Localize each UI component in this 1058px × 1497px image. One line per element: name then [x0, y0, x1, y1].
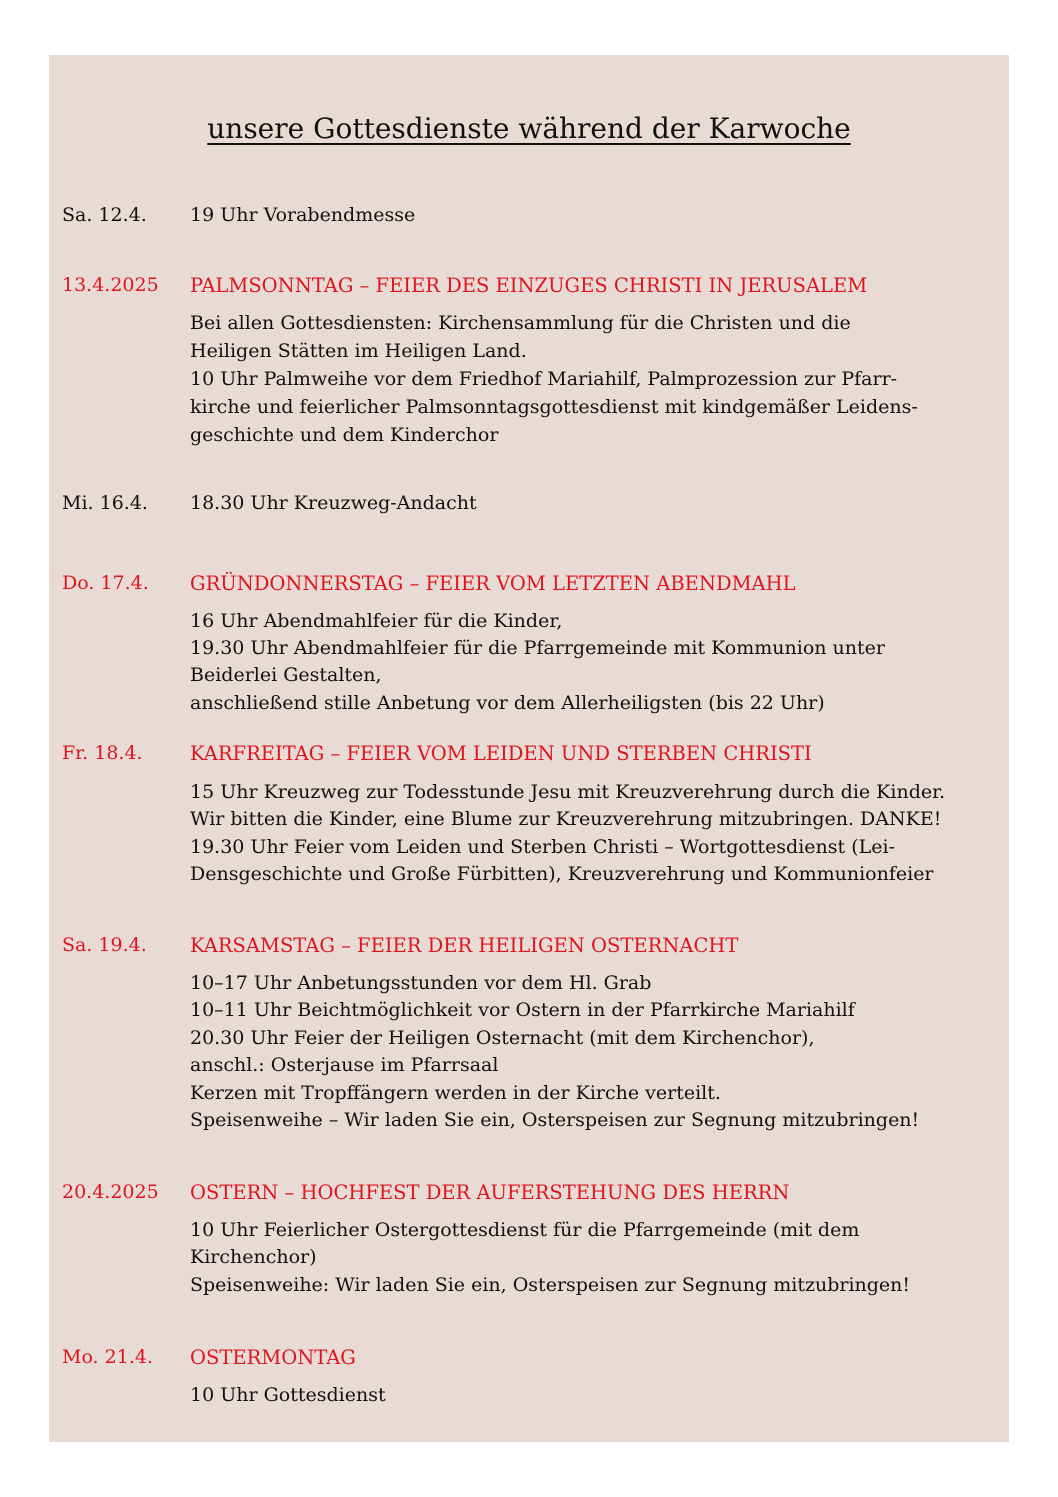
entry-line: 20.30 Uhr Feier der Heiligen Osternacht (mit dem Kirchenchor),: [190, 1027, 815, 1049]
entry-line: Beiderlei Gestalten,: [190, 664, 382, 686]
entry-date: Do. 17.4.: [62, 572, 149, 594]
entry-line: 10 Uhr Feierlicher Ostergottesdienst für die Pfarrgemeinde (mit dem: [190, 1219, 860, 1241]
entry-line: 18.30 Uhr Kreuzweg-Andacht: [190, 492, 477, 514]
entry-heading: KARSAMSTAG – FEIER DER HEILIGEN OSTERNACHT: [190, 934, 739, 957]
entry-heading: OSTERN – HOCHFEST DER AUFERSTEHUNG DES HERRN: [190, 1181, 790, 1204]
entry-line: 10 Uhr Gottesdienst: [190, 1384, 386, 1406]
entry-line: Speisenweihe – Wir laden Sie ein, Osterspeisen zur Segnung mitzubringen!: [190, 1109, 920, 1131]
entry-line: 16 Uhr Abendmahlfeier für die Kinder,: [190, 610, 563, 632]
entry-date: 20.4.2025: [62, 1181, 159, 1203]
entry-line: Bei allen Gottesdiensten: Kirchensammlung für die Christen und die: [190, 312, 851, 334]
entry-line: 10–11 Uhr Beichtmöglichkeit vor Ostern in der Pfarrkirche Mariahilf: [190, 999, 855, 1021]
entry-line: anschl.: Osterjause im Pfarrsaal: [190, 1054, 499, 1076]
entry-line: Wir bitten die Kinder, eine Blume zur Kreuzverehrung mitzubringen. DANKE!: [190, 808, 942, 830]
entry-line: Densgeschichte und Große Fürbitten), Kreuzverehrung und Kommunionfeier: [190, 863, 934, 885]
entry-line: kirche und feierlicher Palmsonntagsgottesdienst mit kindgemäßer Leidens-: [190, 396, 918, 418]
entry-date: Sa. 12.4.: [62, 204, 147, 226]
entry-line: Kerzen mit Tropffängern werden in der Kirche verteilt.: [190, 1082, 721, 1104]
entry-line: 15 Uhr Kreuzweg zur Todesstunde Jesu mit Kreuzverehrung durch die Kinder.: [190, 781, 946, 803]
entry-line: Speisenweihe: Wir laden Sie ein, Osterspeisen zur Segnung mitzubringen!: [190, 1274, 911, 1296]
entry-date: 13.4.2025: [62, 274, 159, 296]
entry-line: geschichte und dem Kinderchor: [190, 424, 499, 446]
entry-heading: PALMSONNTAG – FEIER DES EINZUGES CHRISTI IN JERUSALEM: [190, 274, 868, 297]
entry-line: 19.30 Uhr Feier vom Leiden und Sterben Christi – Wortgottesdienst (Lei-: [190, 836, 895, 858]
entry-heading: GRÜNDONNERSTAG – FEIER VOM LETZTEN ABENDMAHL: [190, 572, 796, 595]
entry-date: Mi. 16.4.: [62, 492, 148, 514]
entry-line: 10–17 Uhr Anbetungsstunden vor dem Hl. Grab: [190, 972, 652, 994]
entry-date: Fr. 18.4.: [62, 742, 143, 764]
entry-heading: KARFREITAG – FEIER VOM LEIDEN UND STERBEN CHRISTI: [190, 742, 812, 765]
entry-line: 10 Uhr Palmweihe vor dem Friedhof Mariahilf, Palmprozession zur Pfarr-: [190, 368, 898, 390]
entry-line: 19 Uhr Vorabendmesse: [190, 204, 416, 226]
entry-date: Sa. 19.4.: [62, 934, 147, 956]
entry-date: Mo. 21.4.: [62, 1346, 153, 1368]
page-title: unsere Gottesdienste während der Karwoche: [207, 112, 851, 145]
entry-line: anschließend stille Anbetung vor dem Allerheiligsten (bis 22 Uhr): [190, 692, 825, 714]
entry-line: Kirchenchor): [190, 1246, 317, 1268]
entry-heading: OSTERMONTAG: [190, 1346, 356, 1369]
entry-line: 19.30 Uhr Abendmahlfeier für die Pfarrgemeinde mit Kommunion unter: [190, 637, 885, 659]
entry-line: Heiligen Stätten im Heiligen Land.: [190, 340, 527, 362]
